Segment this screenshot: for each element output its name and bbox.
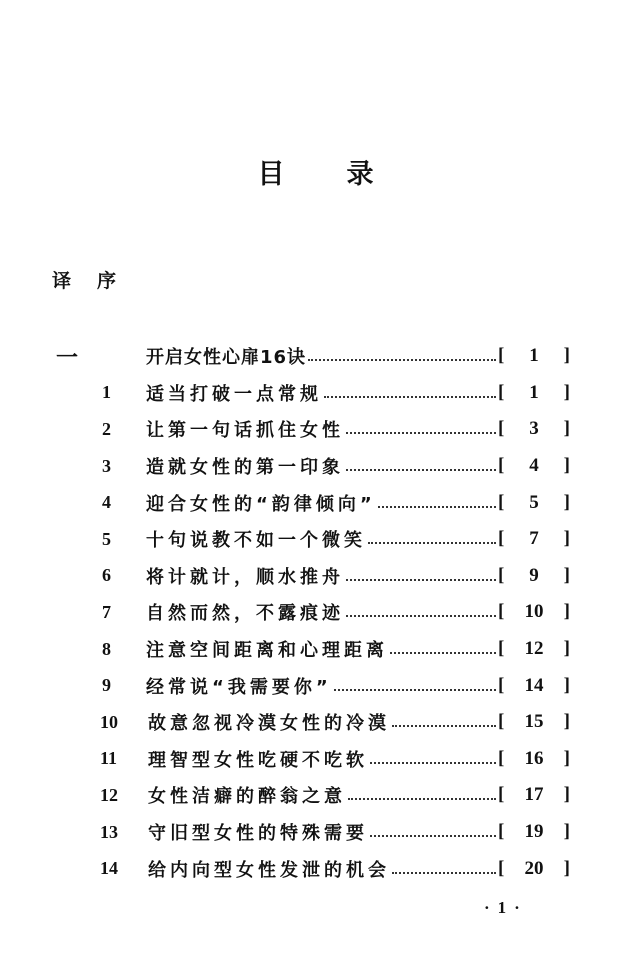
- toc-item-row: [56, 777, 570, 814]
- item-title: 十句说教不如一个微笑: [146, 530, 366, 552]
- dot-leader: [378, 506, 496, 508]
- dot-leader: [370, 835, 496, 837]
- item-title: 经常说“我需要你”: [146, 676, 332, 698]
- toc-item-row: [56, 814, 570, 851]
- page-ref-number: 4: [529, 455, 539, 477]
- item-number: 13: [100, 821, 118, 842]
- item-number: 9: [102, 675, 111, 696]
- page-title: 目录: [257, 159, 436, 190]
- dot-leader: [324, 396, 496, 398]
- item-number: 14: [100, 858, 118, 879]
- page-ref: [ 1 ]: [498, 381, 570, 403]
- page-ref-number: 7: [529, 528, 539, 550]
- dot-leader: [390, 652, 496, 654]
- page-ref: [ 10 ]: [498, 601, 570, 623]
- page-number: ·1·: [484, 898, 528, 917]
- toc-item-row: [56, 631, 570, 668]
- item-title: 理智型女性吃硬不吃软: [148, 749, 368, 771]
- toc-item-row: [56, 741, 570, 778]
- page-ref: [ 1 ]: [498, 345, 570, 367]
- toc-chapter-row: [56, 338, 570, 375]
- page-ref: [ 15 ]: [498, 711, 570, 733]
- toc-item-row: [56, 448, 570, 485]
- item-title: 将计就计，顺水推舟: [146, 566, 344, 588]
- page-ref: [ 9 ]: [498, 564, 570, 586]
- toc-item-row: [56, 411, 570, 448]
- toc-item-row: [56, 558, 570, 595]
- page-ref: [ 12 ]: [498, 638, 570, 660]
- dot-leader: [370, 762, 496, 764]
- page-ref-number: 9: [529, 564, 539, 586]
- page-ref-number: 16: [524, 747, 544, 769]
- page-ref: [ 14 ]: [498, 674, 570, 696]
- item-title: 自然而然，不露痕迹: [146, 603, 344, 625]
- page-ref: [ 16 ]: [498, 747, 570, 769]
- page-ref-number: 3: [529, 418, 539, 440]
- dot-leader: [346, 469, 496, 471]
- item-title: 适当打破一点常规: [146, 383, 322, 405]
- item-number: 3: [102, 455, 111, 476]
- item-title: 让第一句话抓住女性: [146, 420, 344, 442]
- page-ref-number: 12: [524, 638, 544, 660]
- dot-leader: [346, 432, 496, 434]
- page-ref-number: 20: [524, 857, 544, 879]
- toc-item-row: [56, 521, 570, 558]
- toc-item-row: [56, 375, 570, 412]
- table-of-contents: [56, 338, 570, 887]
- chapter-title: 开启女性心扉16诀: [146, 347, 307, 369]
- page-ref-number: 15: [524, 711, 544, 733]
- dot-leader: [334, 689, 496, 691]
- dot-leader: [346, 579, 496, 581]
- item-number: 1: [102, 382, 111, 403]
- page-ref-number: 1: [529, 345, 539, 367]
- page-ref-number: 14: [524, 674, 544, 696]
- page-ref-number: 17: [524, 784, 544, 806]
- chapter-number: 一: [56, 344, 79, 370]
- page-ref: [ 17 ]: [498, 784, 570, 806]
- page-ref: [ 20 ]: [498, 857, 570, 879]
- item-title: 女性洁癖的醉翁之意: [148, 786, 346, 808]
- dot-leader: [392, 872, 496, 874]
- page-ref-number: 5: [529, 491, 539, 513]
- dot-leader: [346, 615, 496, 617]
- item-number: 7: [102, 601, 111, 622]
- item-number: 10: [100, 711, 118, 732]
- dot-leader: [392, 725, 496, 727]
- page-ref-number: 10: [524, 601, 544, 623]
- dot-leader: [368, 542, 496, 544]
- item-title: 造就女性的第一印象: [146, 457, 344, 479]
- page-ref-number: 1: [529, 381, 539, 403]
- item-number: 12: [100, 784, 118, 805]
- toc-item-row: [56, 667, 570, 704]
- preface-heading: 译序: [52, 270, 143, 292]
- toc-item-row: [56, 594, 570, 631]
- page-ref: [ 5 ]: [498, 491, 570, 513]
- item-title: 迎合女性的“韵律倾向”: [146, 493, 376, 515]
- item-number: 2: [102, 418, 111, 439]
- toc-item-row: [56, 484, 570, 521]
- item-number: 8: [102, 638, 111, 659]
- item-title: 守旧型女性的特殊需要: [148, 823, 368, 845]
- item-number: 11: [100, 748, 118, 769]
- item-number: 4: [102, 492, 111, 513]
- dot-leader: [348, 798, 496, 800]
- item-title: 故意忽视冷漠女性的冷漠: [148, 713, 390, 735]
- page-ref: [ 4 ]: [498, 455, 570, 477]
- item-number: 6: [102, 565, 111, 586]
- item-title: 给内向型女性发泄的机会: [148, 859, 390, 881]
- page-ref: [ 7 ]: [498, 528, 570, 550]
- page-ref-number: 19: [524, 821, 544, 843]
- toc-item-row: [56, 704, 570, 741]
- dot-leader: [308, 359, 496, 361]
- toc-item-row: [56, 850, 570, 887]
- page-ref: [ 19 ]: [498, 821, 570, 843]
- item-number: 5: [102, 528, 111, 549]
- item-title: 注意空间距离和心理距离: [146, 640, 388, 662]
- page-ref: [ 3 ]: [498, 418, 570, 440]
